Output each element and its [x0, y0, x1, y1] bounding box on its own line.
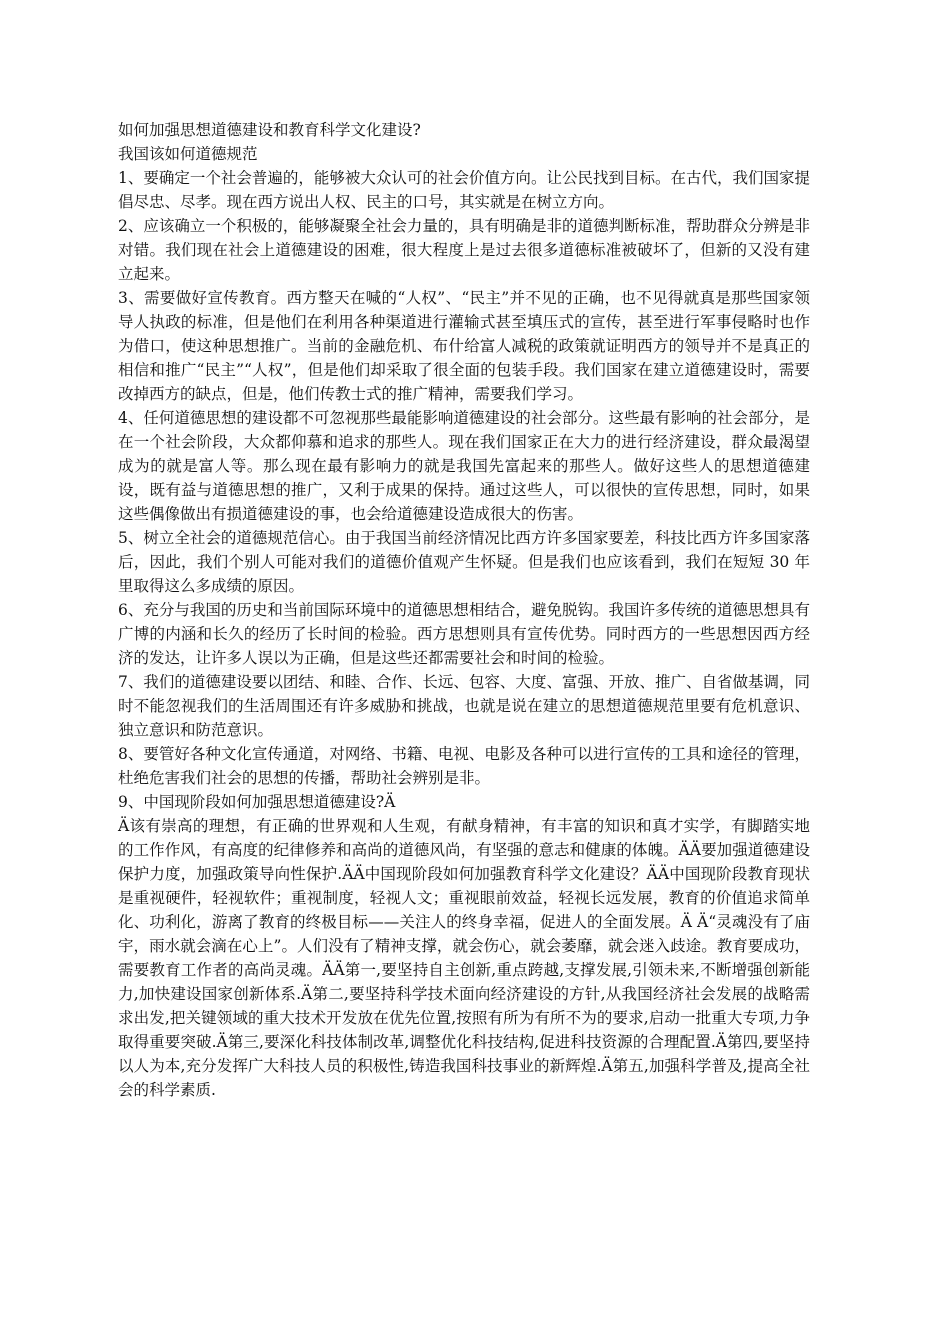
paragraph-9-body: Ä该有崇高的理想，有正确的世界观和人生观，有献身精神，有丰富的知识和真才实学，有脚踏实地的工作作风，有高度的纪律修养和高尚的道德风尚，有坚强的意志和健康的体魄。ÄÄ要加强道德建设保护力度，加强政策导向性保护.ÄÄ中国现阶段如何加强教育科学文化建设？ÄÄ中国现阶段教育现状是重视硬件，轻视软件；重视制度，轻视人文；重视眼前效益，轻视长远发展，教育的价值追求简单化、功利化，游离了教育的终极目标——关注人的终身幸福，促进人的全面发展。Ä Ä“灵魂没有了庙宇，雨水就会滴在心上”。人们没有了精神支撑，就会伤心，就会萎靡，就会迷入歧途。教育要成功，需要教育工作者的高尚灵魂。ÄÄ第一,要坚持自主创新,重点跨越,支撑发展,引领未来,不断增强创新能力,加快建设国家创新体系.Ä第二,要坚持科学技术面向经济建设的方针,从我国经济社会发展的战略需求出发,把关键领域的重大技术开发放在优先位置,按照有所为有所不为的要求,启动一批重大专项,力争取得重要突破.Ä第三,要深化科技体制改革,调整优化科技结构,促进科技资源的合理配置.Ä第四,要坚持以人为本,充分发挥广大科技人员的积极性,铸造我国科技事业的新辉煌.Ä第五,加强科学普及,提高全社会的科学素质.: [118, 817, 810, 1099]
paragraph-8: 8、要管好各种文化宣传通道，对网络、书籍、电视、电影及各种可以进行宣传的工具和途径的管理，杜绝危害我们社会的思想的传播，帮助社会辨别是非。: [118, 745, 810, 787]
paragraph-5: 5、树立全社会的道德规范信心。由于我国当前经济情况比西方许多国家要差，科技比西方许多国家落后，因此，我们个别人可能对我们的道德价值观产生怀疑。但是我们也应该看到，我们在短短 30 年里取得这么多成绩的原因。: [118, 529, 810, 595]
paragraph-6: 6、充分与我国的历史和当前国际环境中的道德思想相结合，避免脱钩。我国许多传统的道德思想具有广博的内涵和长久的经历了长时间的检验。西方思想则具有宣传优势。同时西方的一些思想因西方经济的发达，让许多人误以为正确，但是这些还都需要社会和时间的检验。: [118, 601, 810, 667]
document-subtitle: 我国该如何道德规范: [118, 145, 258, 163]
paragraph-9-heading: 9、中国现阶段如何加强思想道德建设?Ä: [118, 793, 396, 811]
document-body: [118, 118, 810, 1102]
document-title: 如何加强思想道德建设和教育科学文化建设?: [118, 121, 421, 139]
paragraph-7: 7、我们的道德建设要以团结、和睦、合作、长远、包容、大度、富强、开放、推广、自省做基调，同时不能忽视我们的生活周围还有许多威胁和挑战，也就是说在建立的思想道德规范里要有危机意识、独立意识和防范意识。: [118, 673, 810, 739]
paragraph-4: 4、任何道德思想的建设都不可忽视那些最能影响道德建设的社会部分。这些最有影响的社会部分，是在一个社会阶段，大众都仰慕和追求的那些人。现在我们国家正在大力的进行经济建设，群众最渴望成为的就是富人等。那么现在最有影响力的就是我国先富起来的那些人。做好这些人的思想道德建设，既有益与道德思想的推广，又利于成果的保持。通过这些人，可以很快的宣传思想，同时，如果这些偶像做出有损道德建设的事，也会给道德建设造成很大的伤害。: [118, 409, 810, 523]
paragraph-3: 3、需要做好宣传教育。西方整天在喊的“人权”、“民主”并不见的正确，也不见得就真是那些国家领导人执政的标准，但是他们在利用各种渠道进行灌输式甚至填压式的宣传，甚至进行军事侵略时也作为借口，使这种思想推广。当前的金融危机、布什给富人减税的政策就证明西方的领导并不是真正的相信和推广“民主”“人权”，但是他们却采取了很全面的包装手段。我们国家在建立道德建设时，需要改掉西方的缺点，但是，他们传教士式的推广精神，需要我们学习。: [118, 289, 810, 403]
paragraph-2: 2、应该确立一个积极的，能够凝聚全社会力量的，具有明确是非的道德判断标准，帮助群众分辨是非对错。我们现在社会上道德建设的困难，很大程度上是过去很多道德标准被破坏了，但新的又没有建立起来。: [118, 217, 810, 283]
paragraph-1: 1、要确定一个社会普遍的，能够被大众认可的社会价值方向。让公民找到目标。在古代，我们国家提倡尽忠、尽孝。现在西方说出人权、民主的口号，其实就是在树立方向。: [118, 169, 810, 211]
